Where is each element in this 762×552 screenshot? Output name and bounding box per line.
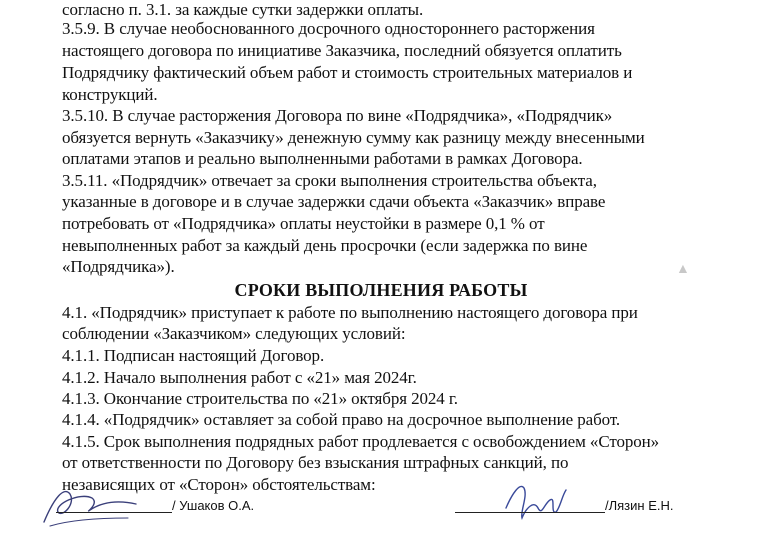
signature-block-right	[455, 498, 673, 513]
bleed-through-mark: ▲	[676, 262, 690, 277]
signatory-name-right: /Лязин Е.Н.	[605, 498, 674, 513]
signature-block-left	[56, 498, 254, 513]
doc-line: 4.1. «Подрядчик» приступает к работе по выполнению настоящего договора при	[62, 303, 638, 322]
doc-line: «Подрядчика»).	[62, 257, 175, 276]
doc-line: 3.5.11. «Подрядчик» отвечает за сроки выполнения строительства объекта,	[62, 171, 597, 190]
doc-line: согласно п. 3.1. за каждые сутки задержки оплаты.	[62, 0, 424, 19]
section-heading: СРОКИ ВЫПОЛНЕНИЯ РАБОТЫ	[234, 280, 528, 300]
doc-line: Подрядчику фактический объем работ и стоимость строительных материалов и	[62, 63, 633, 82]
doc-line: 3.5.10. В случае расторжения Договора по вине «Подрядчика», «Подрядчик»	[62, 106, 613, 125]
doc-line: от ответственности по Договору без взыскания штрафных санкций, по	[62, 453, 569, 472]
doc-line: 4.1.4. «Подрядчик» оставляет за собой право на досрочное выполнение работ.	[62, 410, 621, 429]
signature-line	[455, 512, 605, 513]
doc-line: потребовать от «Подрядчика» оплаты неустойки в размере 0,1 % от	[62, 214, 545, 233]
doc-line: независящих от «Сторон» обстоятельствам:	[62, 475, 376, 494]
doc-line: 4.1.3. Окончание строительства по «21» октября 2024 г.	[62, 389, 458, 408]
doc-line: 4.1.5. Срок выполнения подрядных работ продлевается с освобождением «Сторон»	[62, 432, 660, 451]
doc-line: оплатами этапов и реально выполненными работами в рамках Договора.	[62, 149, 583, 168]
doc-line: 4.1.2. Начало выполнения работ с «21» мая 2024г.	[62, 368, 417, 387]
doc-line: настоящего договора по инициативе Заказчика, последний обязуется оплатить	[62, 41, 622, 60]
doc-line: соблюдении «Заказчиком» следующих условий:	[62, 324, 406, 343]
signatory-name-left: / Ушаков О.А.	[172, 498, 255, 513]
signature-line	[56, 512, 172, 513]
doc-line: конструкций.	[62, 85, 158, 104]
doc-line: невыполненных работ за каждый день просрочки (если задержка по вине	[62, 236, 588, 255]
doc-line: обязуется вернуть «Заказчику» денежную сумму как разницу между внесенными	[62, 128, 645, 147]
doc-line: указанные в договоре и в случае задержки сдачи объекта «Заказчик» вправе	[62, 192, 606, 211]
doc-line: 3.5.9. В случае необоснованного досрочного одностороннего расторжения	[62, 19, 595, 38]
doc-line: 4.1.1. Подписан настоящий Договор.	[62, 346, 325, 365]
